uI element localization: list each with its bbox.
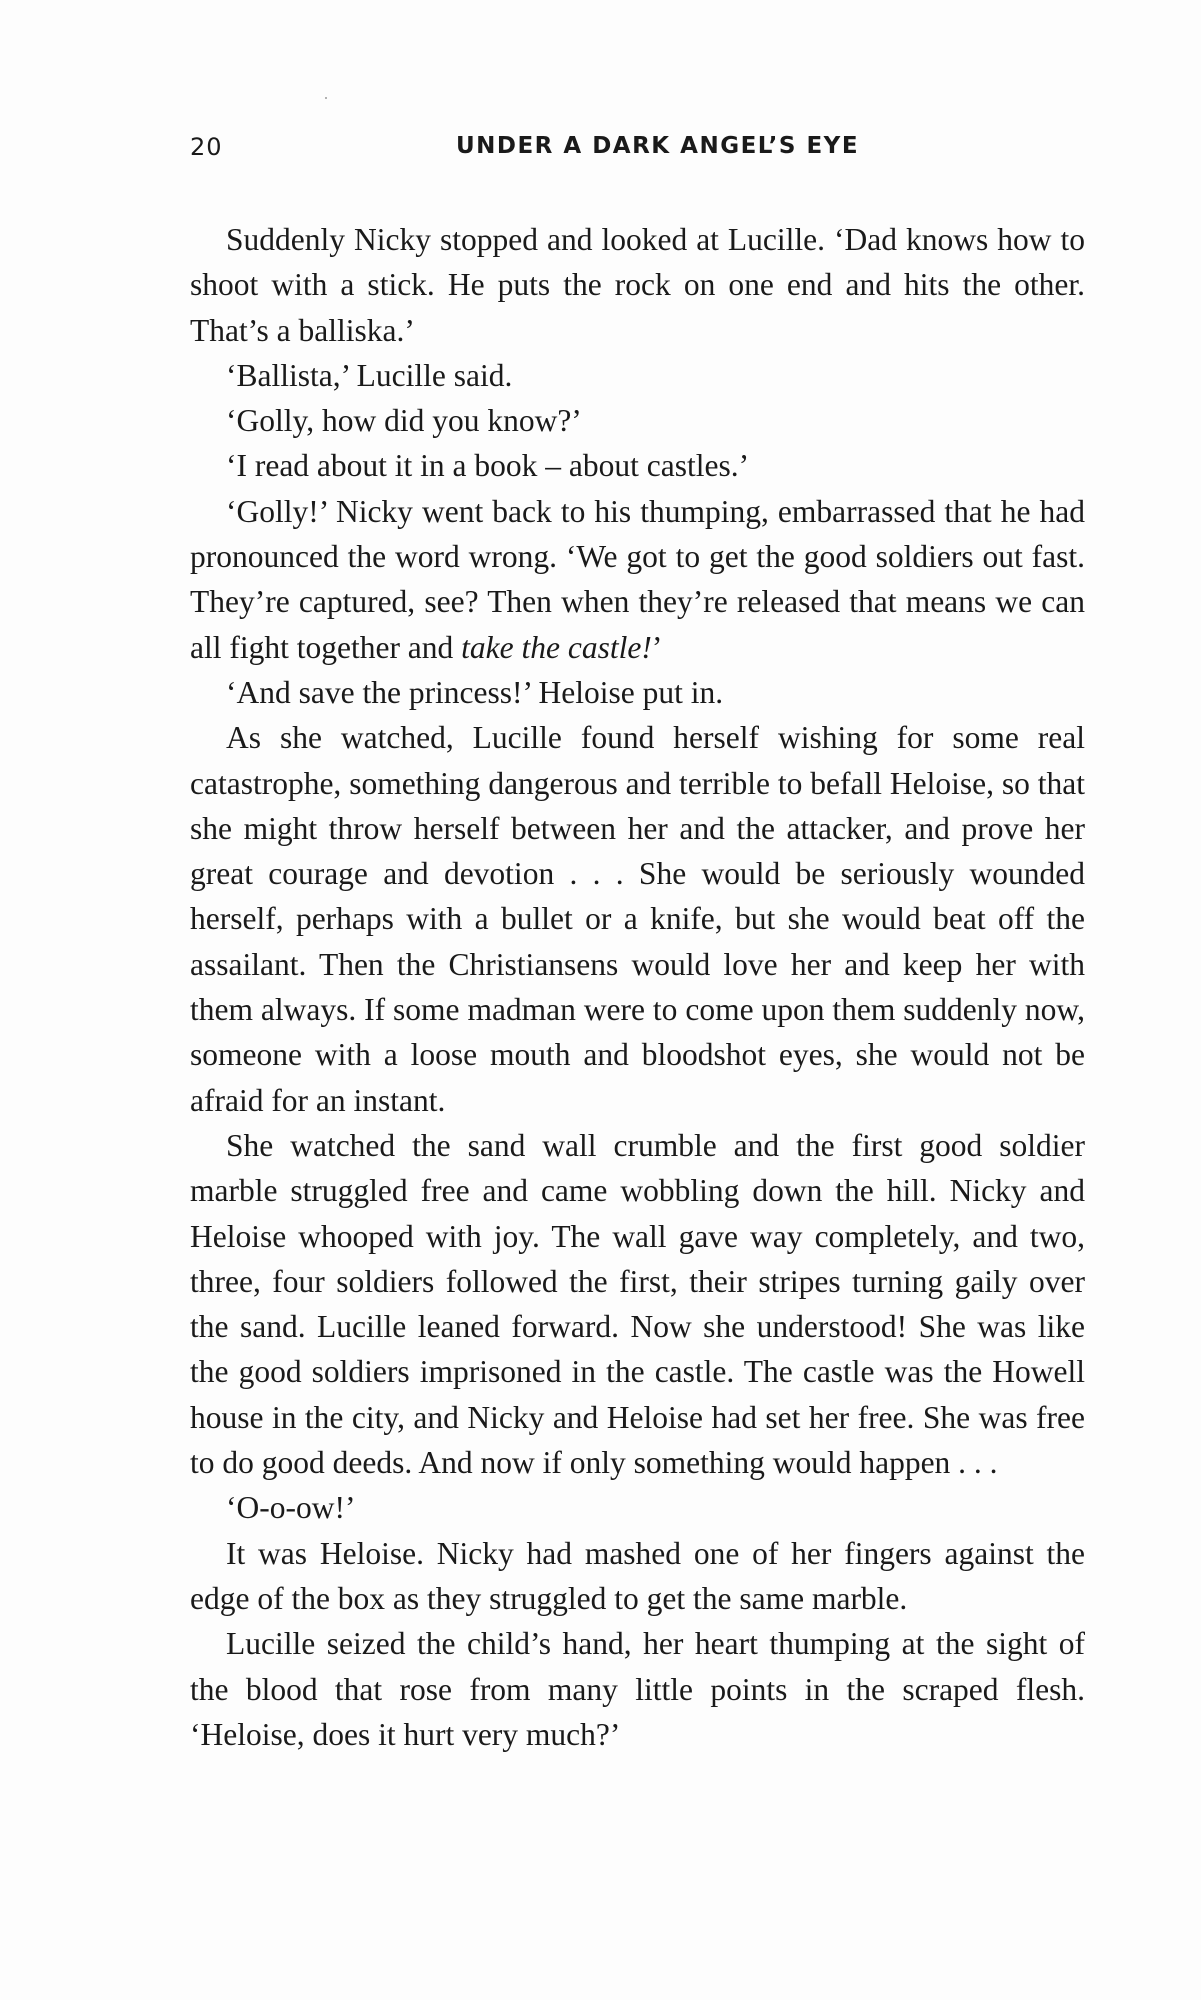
print-speck	[325, 97, 327, 99]
paragraph-text: ‘Golly!’ Nicky went back to his thumping, embarrassed that he had pronounced the word wrong. ‘We got to get the good soldiers out fast. They’re captured, see? Then when they’re released that means we can all fight together and	[190, 493, 1085, 665]
paragraph: Lucille seized the child’s hand, her heart thumping at the sight of the blood that rose from many little points in the scraped flesh. ‘Heloise, does it hurt very much?’	[190, 1626, 1085, 1752]
emphasized-text: take the castle!	[461, 629, 652, 665]
paragraph: ‘O-o-ow!’	[226, 1490, 356, 1526]
body-text	[190, 217, 1085, 1757]
paragraph	[190, 489, 1085, 670]
running-header	[190, 133, 1085, 167]
paragraph: She watched the sand wall crumble and the first good soldier marble struggled free and came wobbling down the hill. Nicky and Heloise whooped with joy. The wall gave way completely, and two, three, four soldiers followed the first, their stripes turning gaily over the sand. Lucille leaned forward. Now she understood! She was like the good soldiers imprisoned in the castle. The castle was the Howell house in the city, and Nicky and Heloise had set her free. She was free to do good deeds. And now if only something would happen . . .	[190, 1127, 1085, 1481]
paragraph: ‘Golly, how did you know?’	[226, 403, 582, 439]
paragraph: Suddenly Nicky stopped and looked at Lucille. ‘Dad knows how to shoot with a stick. He puts the rock on one end and hits the other. That’s a balliska.’	[190, 222, 1085, 348]
paragraph: As she watched, Lucille found herself wishing for some real catastrophe, something dangerous and terrible to befall Heloise, so that she might throw herself between her and the attacker, and prove her great courage and devotion . . . She would be seriously wounded herself, perhaps with a bullet or a knife, but she would beat off the assailant. Then the Christiansens would love her and keep her with them always. If some madman were to come upon them suddenly now, someone with a loose mouth and bloodshot eyes, she would not be afraid for an instant.	[190, 720, 1085, 1118]
paragraph: It was Heloise. Nicky had mashed one of her fingers against the edge of the box as they struggled to get the same marble.	[190, 1535, 1085, 1616]
paragraph-text: ’	[651, 629, 663, 665]
book-title: UNDER A DARK ANGEL’S EYE	[455, 133, 860, 159]
paragraph: ‘And save the princess!’ Heloise put in.	[226, 674, 724, 710]
page-number: 20	[190, 133, 223, 161]
paragraph: ‘Ballista,’ Lucille said.	[226, 357, 513, 393]
paragraph: ‘I read about it in a book – about castles.’	[226, 448, 750, 484]
